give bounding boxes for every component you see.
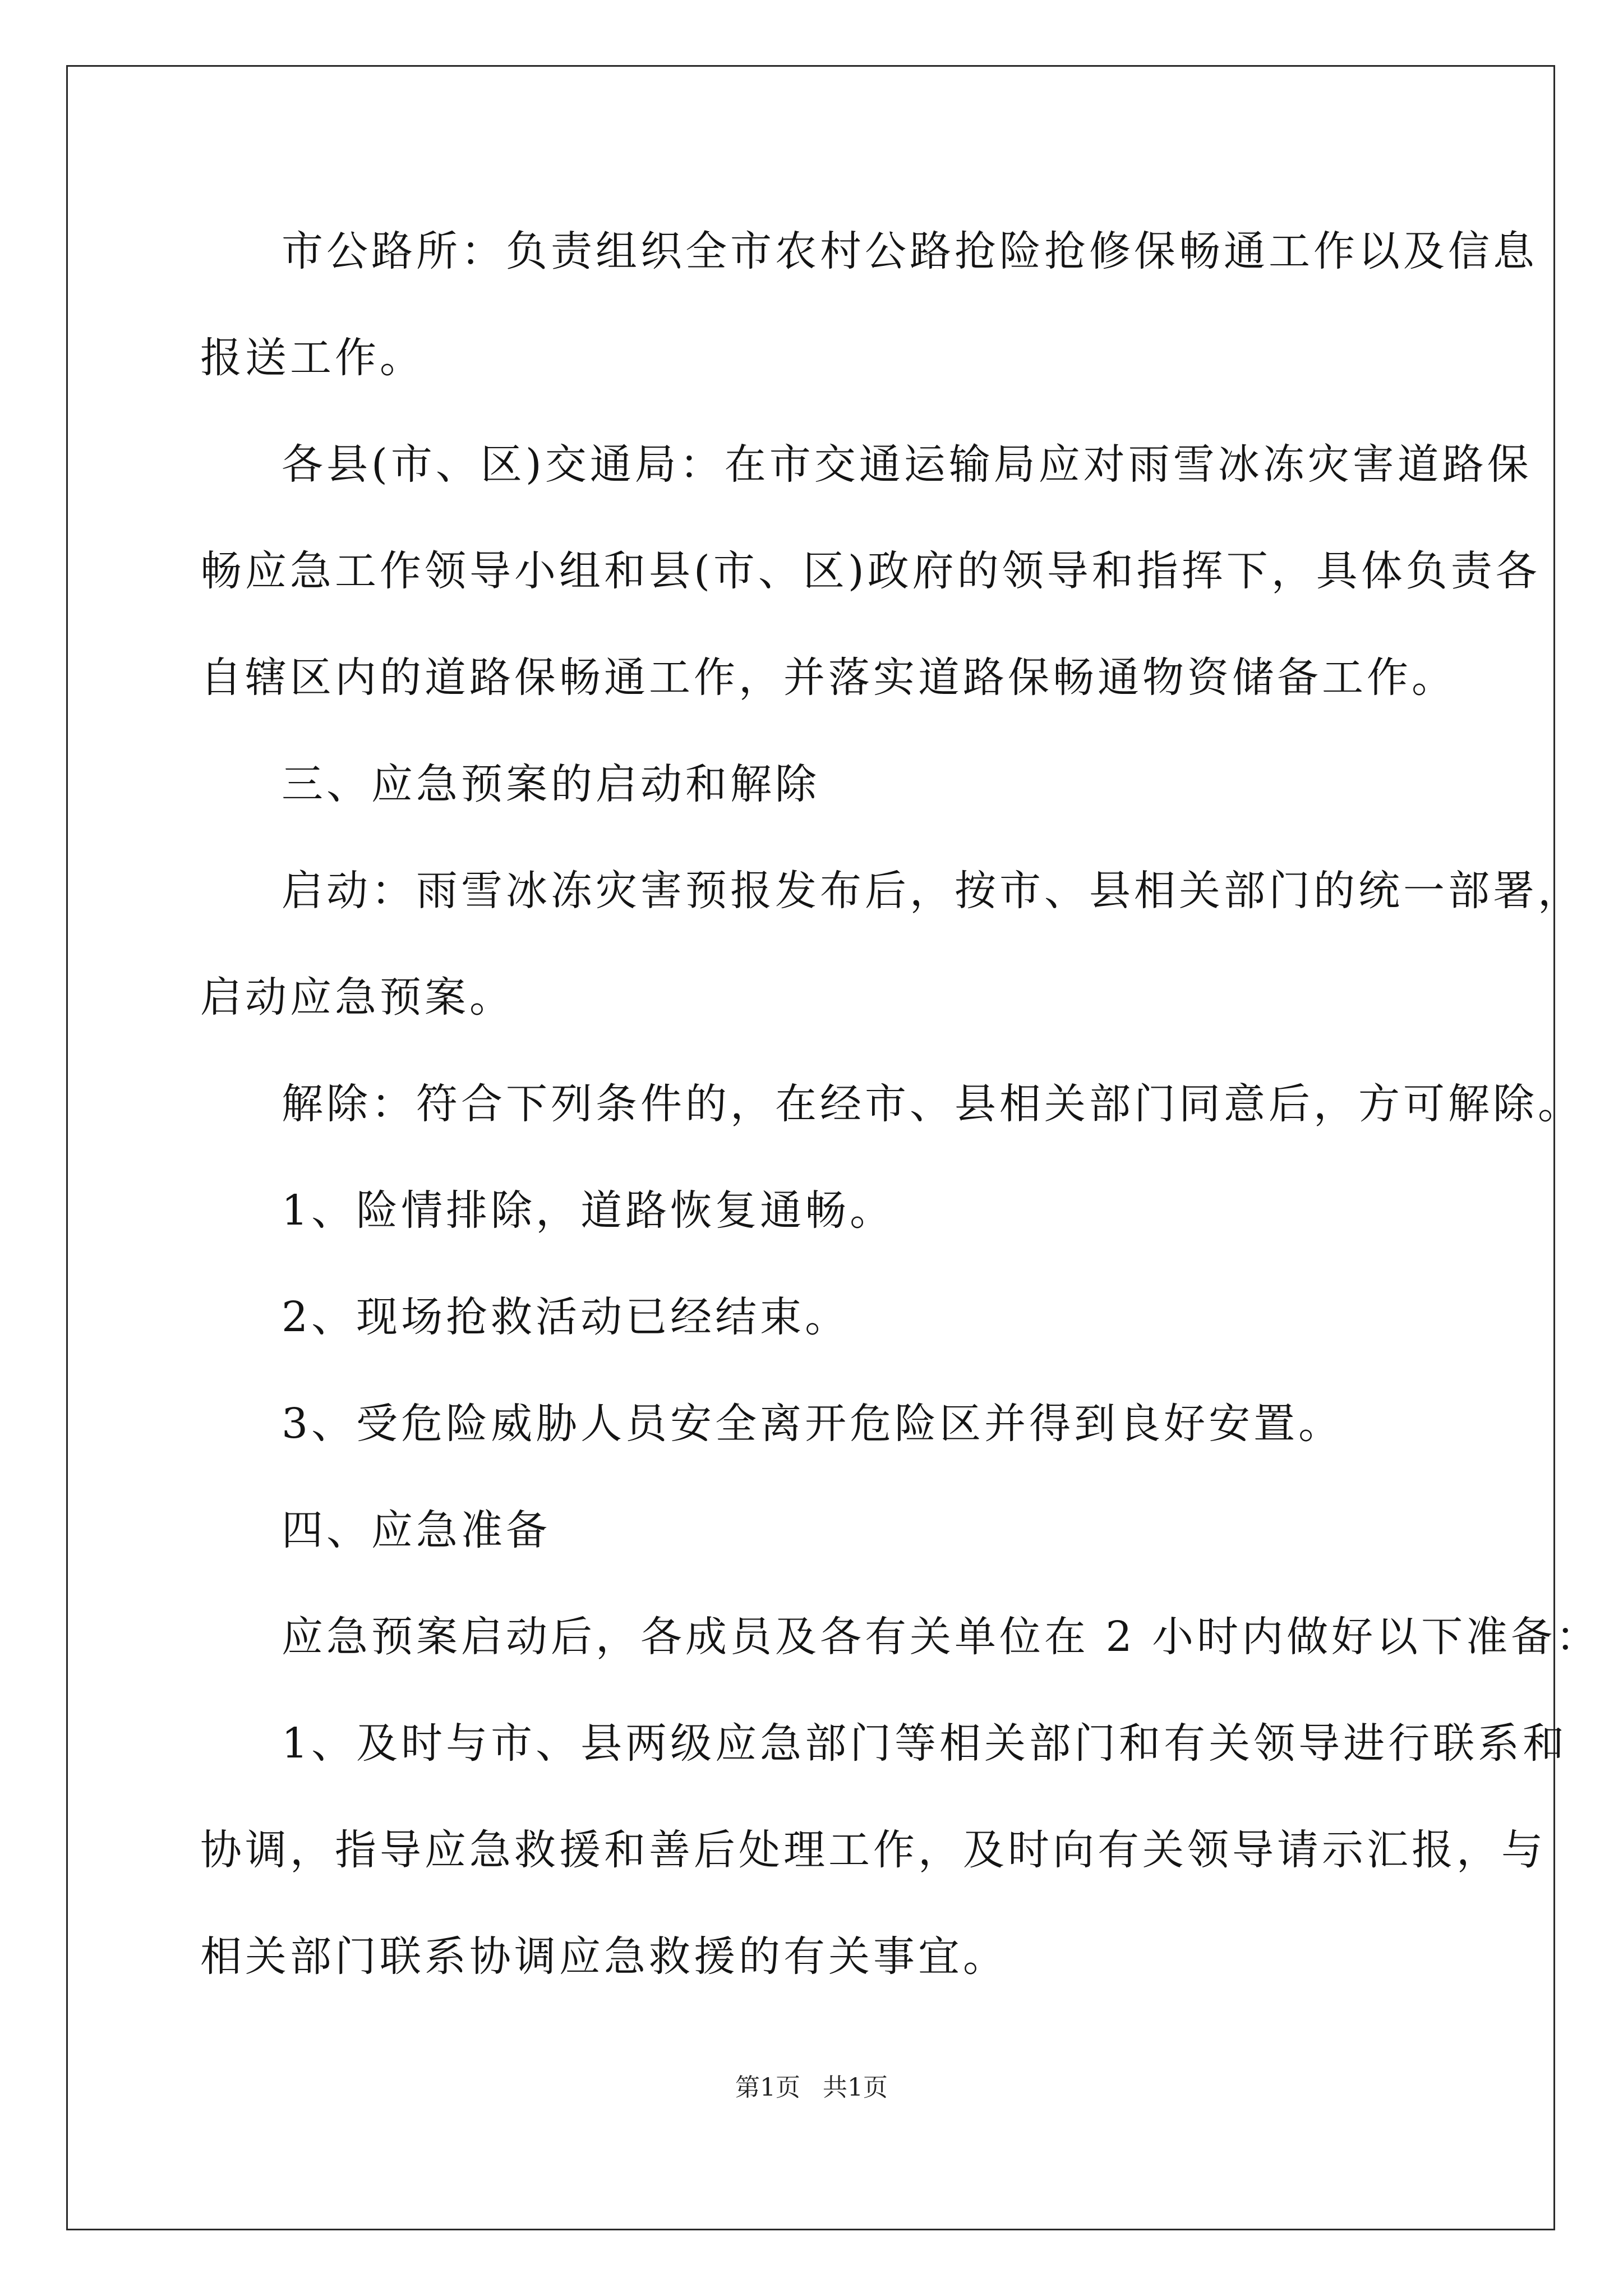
list-item: 1、险情排除，道路恢复通畅。 — [282, 1186, 895, 1235]
paragraph-line: 自辖区内的道路保畅通工作，并落实道路保畅通物资储备工作。 — [200, 654, 1456, 702]
paragraph-line: 报送工作。 — [200, 334, 425, 382]
paragraph-line: 解除：符合下列条件的，在经市、县相关部门同意后，方可解除。 — [282, 1080, 1583, 1128]
paragraph-line: 协调，指导应急救援和善后处理工作，及时向有关领导请示汇报，与 — [200, 1826, 1546, 1874]
list-item: 3、受危险威胁人员安全离开危险区并得到良好安置。 — [282, 1400, 1344, 1448]
paragraph-line: 启动：雨雪冰冻灾害预报发布后，按市、县相关部门的统一部署， — [282, 867, 1583, 915]
paragraph-line: 各县(市、区)交通局：在市交通运输局应对雨雪冰冻灾害道路保 — [282, 440, 1532, 489]
section-heading: 四、应急准备 — [282, 1506, 551, 1554]
list-item: 2、现场抢救活动已经结束。 — [282, 1293, 850, 1341]
paragraph-line: 畅应急工作领导小组和县(市、区)政府的领导和指挥下，具体负责各 — [200, 547, 1541, 595]
list-item: 1、及时与市、县两级应急部门等相关部门和有关领导进行联系和 — [282, 1719, 1568, 1768]
page-total: 共1页 — [823, 2073, 888, 2102]
page-border — [66, 65, 1601, 2230]
paragraph-line: 启动应急预案。 — [200, 973, 514, 1022]
paragraph-line: 应急预案启动后，各成员及各有关单位在 2 小时内做好以下准备： — [282, 1613, 1601, 1661]
paragraph-line: 市公路所：负责组织全市农村公路抢险抢修保畅通工作以及信息 — [282, 227, 1538, 275]
page-footer — [0, 2071, 1623, 2105]
page-number: 第1页 — [735, 2073, 800, 2102]
section-heading: 三、应急预案的启动和解除 — [282, 760, 820, 808]
paragraph-line: 相关部门联系协调应急救援的有关事宜。 — [200, 1932, 1008, 1981]
